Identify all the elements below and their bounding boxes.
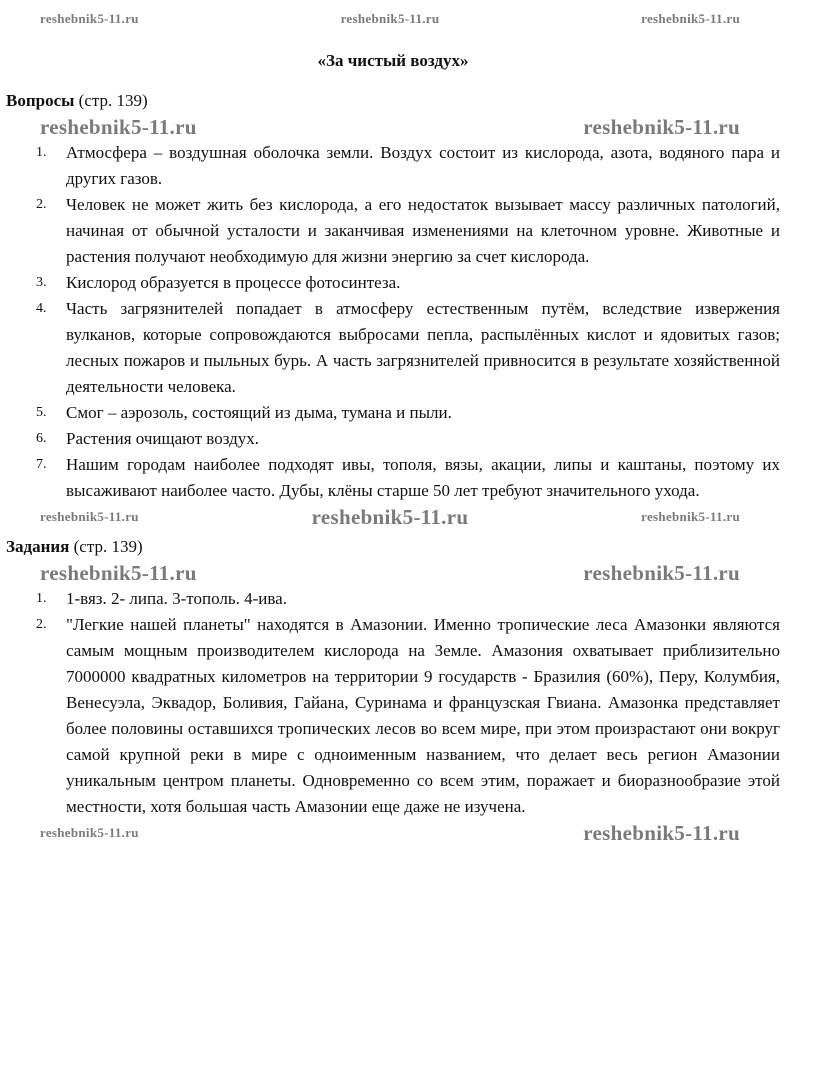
item-number: 1. xyxy=(36,591,47,606)
list-item xyxy=(0,400,780,426)
list-item xyxy=(0,426,780,452)
watermark: reshebnik5-11.ru xyxy=(40,509,139,524)
questions-list xyxy=(0,140,780,504)
item-number: 2. xyxy=(36,197,47,212)
item-text: Нашим городам наиболее подходят ивы, тополя, вязы, акации, липы и каштаны, поэтому их высаживают наиболее часто. Дубы, клёны старше 50 лет требуют значительного ухода. xyxy=(66,455,780,500)
list-item xyxy=(0,192,780,270)
watermark-row xyxy=(0,504,780,530)
watermark: reshebnik5-11.ru xyxy=(583,821,740,845)
watermark: reshebnik5-11.ru xyxy=(340,11,440,26)
item-text: Атмосфера – воздушная оболочка земли. Воздух состоит из кислорода, азота, водяного пара и других газов. xyxy=(66,143,780,188)
item-text: Человек не может жить без кислорода, а его недостаток вызывает массу различных патологий, начиная от обычной усталости и заканчивая изменениями на клеточном уровне. Животные и растения получают необходимую для жизни энергию за счет кислорода. xyxy=(66,195,780,266)
item-text: Смог – аэрозоль, состоящий из дыма, тумана и пыли. xyxy=(66,403,452,422)
item-number: 1. xyxy=(36,145,47,160)
item-number: 4. xyxy=(36,301,47,316)
list-item xyxy=(0,612,780,820)
questions-heading xyxy=(6,88,813,114)
list-item xyxy=(0,296,780,400)
list-item xyxy=(0,452,780,504)
item-text: 1-вяз. 2- липа. 3-тополь. 4-ива. xyxy=(66,589,287,608)
watermark-row xyxy=(0,560,780,586)
item-text: Кислород образуется в процессе фотосинтеза. xyxy=(66,273,401,292)
item-number: 5. xyxy=(36,405,47,420)
watermark-row xyxy=(0,820,780,846)
watermark-row xyxy=(0,6,780,32)
document-title: «За чистый воздух» xyxy=(317,51,469,70)
watermark: reshebnik5-11.ru xyxy=(641,11,740,26)
list-item xyxy=(0,140,780,192)
item-number: 2. xyxy=(36,617,47,632)
tasks-list xyxy=(0,586,780,820)
watermark: reshebnik5-11.ru xyxy=(40,11,139,26)
item-number: 7. xyxy=(36,457,47,472)
questions-heading-label: Вопросы xyxy=(6,91,75,110)
tasks-heading xyxy=(6,534,813,560)
tasks-pages: (стр. 139) xyxy=(73,537,143,556)
watermark: reshebnik5-11.ru xyxy=(583,115,740,139)
tasks-heading-label: Задания xyxy=(6,537,70,556)
watermark: reshebnik5-11.ru xyxy=(311,505,469,529)
list-item xyxy=(0,270,780,296)
list-item xyxy=(0,586,780,612)
watermark: reshebnik5-11.ru xyxy=(583,561,740,585)
item-number: 3. xyxy=(36,275,47,290)
item-text: "Легкие нашей планеты" находятся в Амазонии. Именно тропические леса Амазонки являются самым мощным производителем кислорода на Земле. Амазония охватывает приблизительно 7000000 квадратных километров на территории 9 государств - Бразилия (60%), Перу, Колумбия, Венесуэла, Эквадор, Боливия, Гайана, Суринама и французская Гвиана. Амазонка представляет более половины оставшихся тропических лесов во всем мире, при этом произрастают они вокруг самой крупной реки в мире с одноименным названием, что делает весь регион Амазонии уникальным центром планеты. Одновременно со всем этим, поражает и биоразнообразие этой местности, хотя большая часть Амазонии еще даже не изучена. xyxy=(66,615,780,816)
item-text: Часть загрязнителей попадает в атмосферу естественным путём, вследствие извержения вулканов, которые сопровождаются выбросами пепла, распылённых кислот и ядовитых газов; лесных пожаров и пыльных бурь. А часть загрязнителей привносится в результате хозяйственной деятельности человека. xyxy=(66,299,780,396)
watermark: reshebnik5-11.ru xyxy=(40,561,197,585)
questions-pages: (стр. 139) xyxy=(78,91,148,110)
item-text: Растения очищают воздух. xyxy=(66,429,260,448)
watermark: reshebnik5-11.ru xyxy=(40,825,139,840)
watermark-row xyxy=(0,114,780,140)
watermark: reshebnik5-11.ru xyxy=(40,115,197,139)
watermark: reshebnik5-11.ru xyxy=(641,509,740,524)
item-number: 6. xyxy=(36,431,47,446)
